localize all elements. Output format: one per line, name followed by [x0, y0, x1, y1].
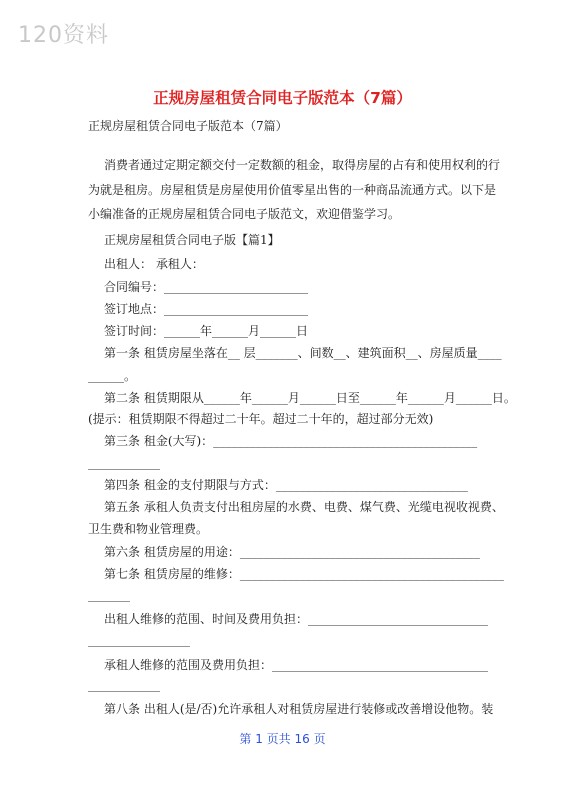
- article-3-line-1: 第三条 租金(大写)：____________________________________________: [104, 434, 478, 448]
- document-title: 正规房屋租赁合同电子版范本（7篇）: [153, 89, 412, 107]
- paragraph-intro-line-1: 消费者通过定期定额交付一定数额的租金，取得房屋的占有和使用权利的行: [104, 158, 501, 172]
- article-6-line: 第六条 租赁房屋的用途：________________________________________: [104, 545, 480, 559]
- sign-time-line: 签订时间：______年______月______日: [104, 324, 309, 338]
- article-4-line: 第四条 租金的支付期限与方式：________________________________: [104, 478, 468, 492]
- lessee-repair-line-1: 承租人维修的范围及费用负担：____________________________________: [104, 658, 489, 672]
- contract-number-line: 合同编号：________________________: [104, 280, 309, 294]
- page-number: 第 1 页共 16 页: [239, 732, 326, 746]
- lessee-repair-line-2: ____________: [88, 678, 160, 692]
- article-8-line: 第八条 出租人(是/否)允许承租人对租赁房屋进行装修或改善增设他物。装: [104, 702, 494, 716]
- section-heading: 正规房屋租赁合同电子版【篇1】: [104, 233, 280, 247]
- paragraph-intro-line-3: 小编准备的正规房屋租赁合同电子版范文，欢迎借鉴学习。: [88, 207, 401, 221]
- article-2-line-1: 第二条 租赁期限从______年______月______日至______年______月______日。: [104, 391, 516, 405]
- article-3-line-2: ____________: [88, 456, 160, 470]
- article-7-line-2: _______: [88, 588, 130, 602]
- watermark-logo: 120资料: [18, 23, 109, 48]
- article-7-line-1: 第七条 租赁房屋的维修：____________________________________________: [104, 567, 504, 581]
- lessor-repair-line-2: _________________: [88, 633, 190, 647]
- paragraph-intro-line-2: 为就是租房。房屋租赁是房屋使用价值零星出售的一种商品流通方式。以下是: [88, 183, 497, 197]
- sign-place-line: 签订地点：________________________: [104, 302, 309, 316]
- document-subtitle: 正规房屋租赁合同电子版范本（7篇）: [88, 119, 288, 133]
- article-5-line-2: 卫生费和物业管理费。: [88, 522, 209, 536]
- article-5-line-1: 第五条 承租人负责支付出租房屋的水费、电费、煤气费、光缆电视收视费、: [104, 500, 504, 514]
- article-1-line-2: ______。: [88, 369, 137, 383]
- parties-line: 出租人： 承租人：: [104, 257, 204, 271]
- lessor-repair-line-1: 出租人维修的范围、时间及费用负担：______________________________: [104, 612, 489, 626]
- article-1-line-1: 第一条 租赁房屋坐落在__ 层_______、间数__、建筑面积__、房屋质量____: [104, 346, 502, 360]
- article-2-note: (提示：租赁期限不得超过二十年。超过二十年的，超过部分无效): [88, 412, 434, 426]
